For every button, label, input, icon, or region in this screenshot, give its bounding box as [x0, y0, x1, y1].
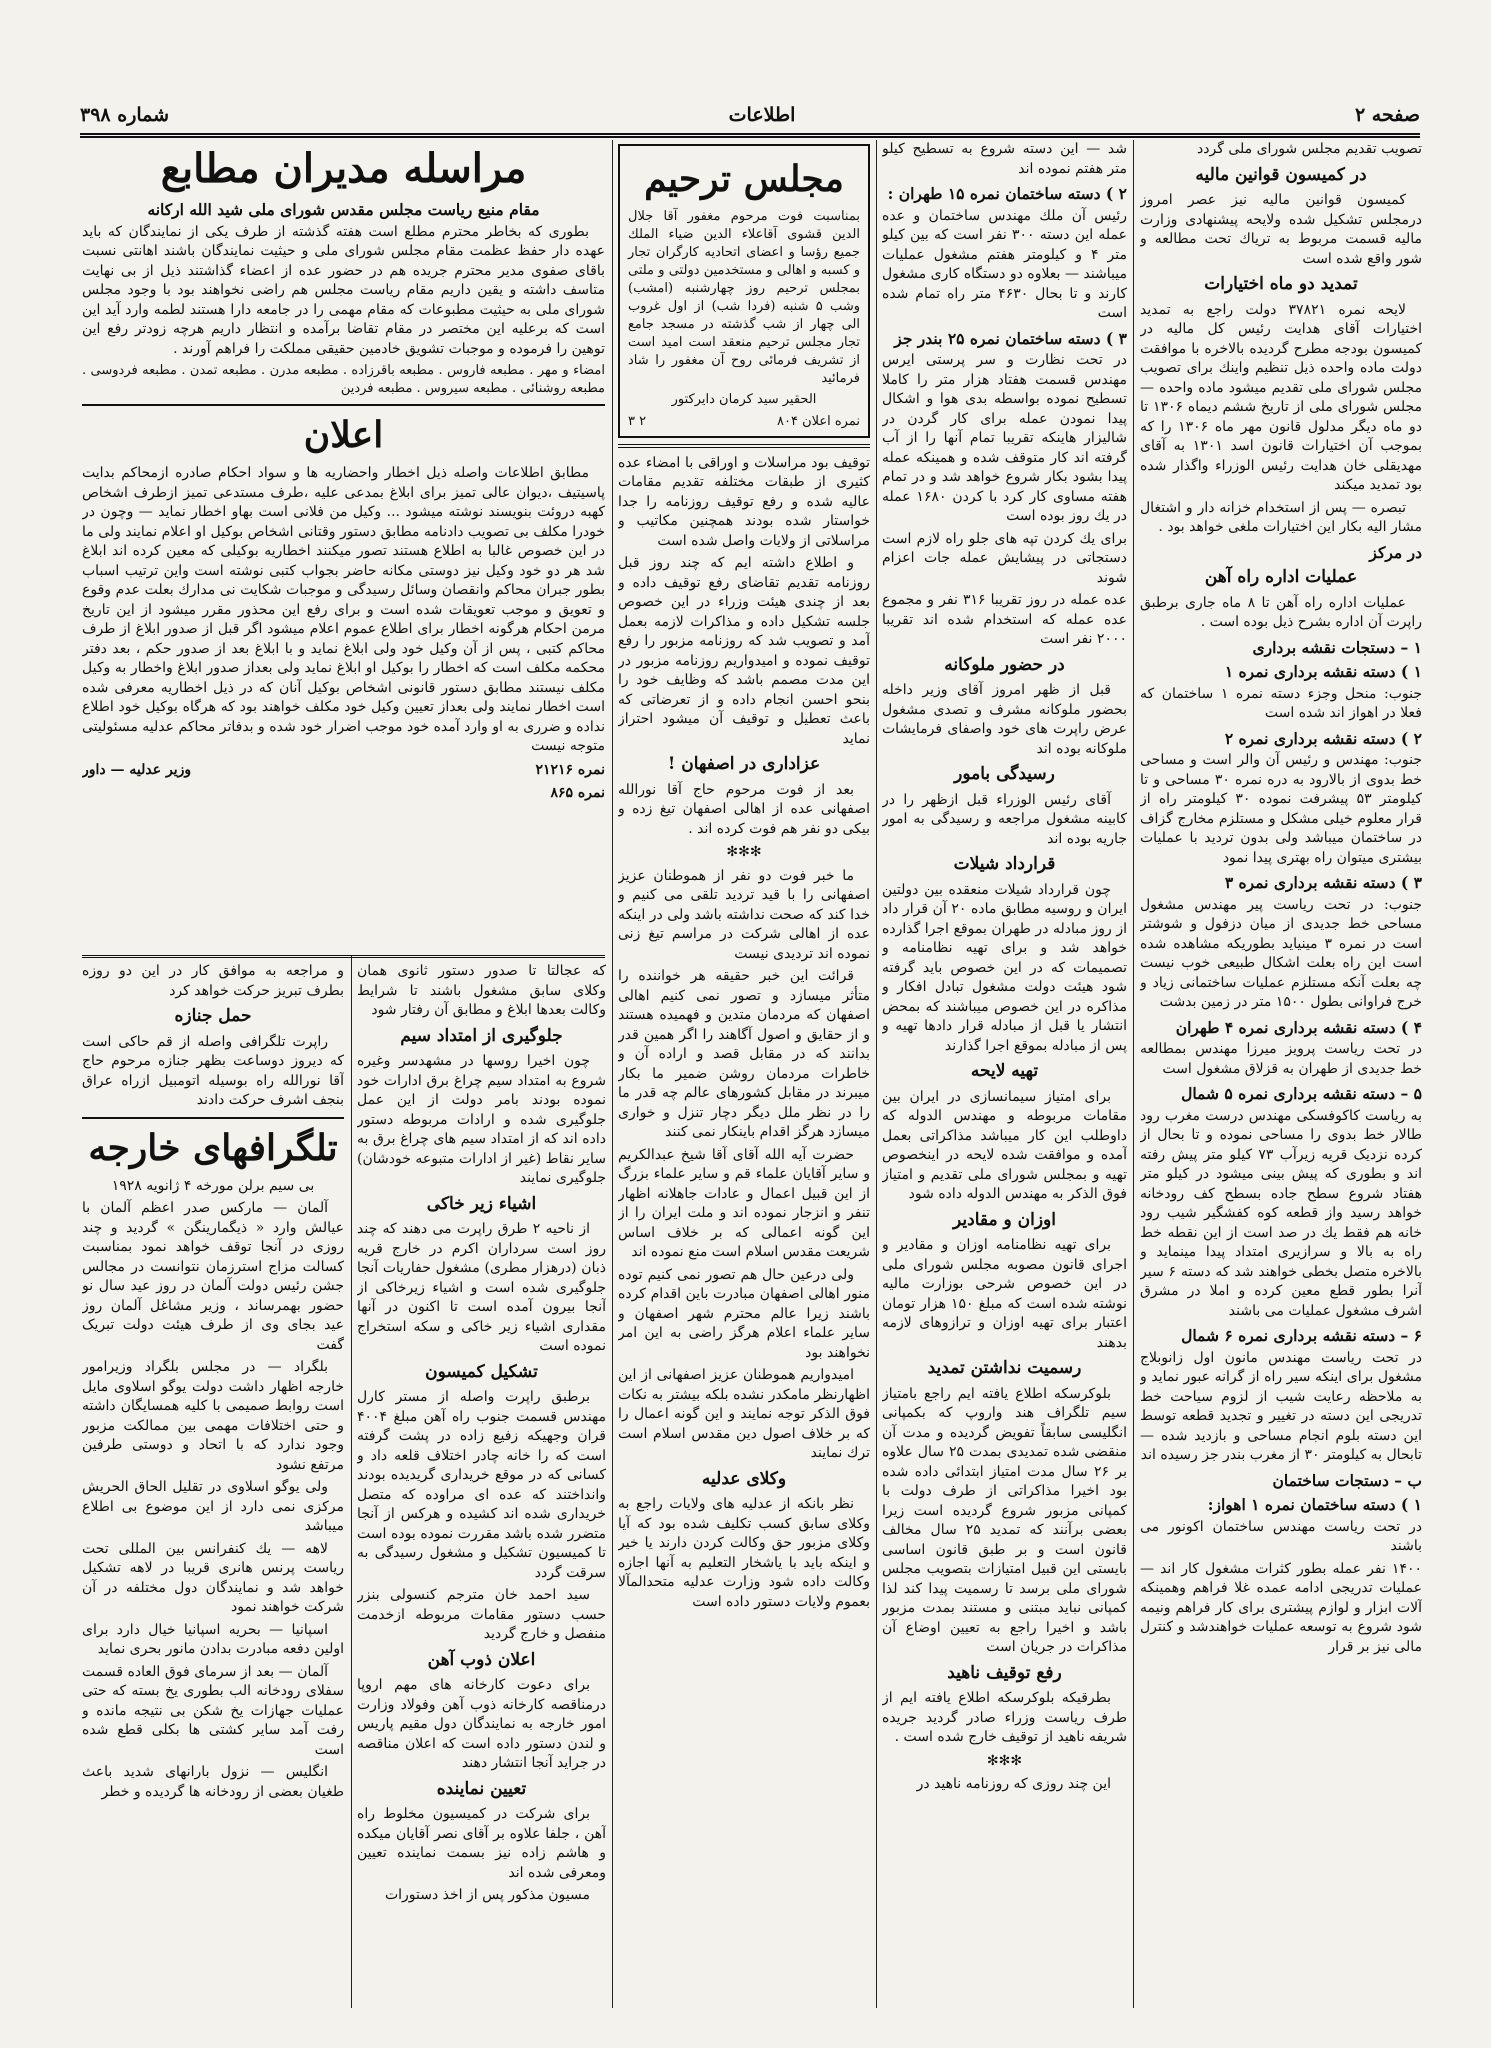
paragraph: برای امتیاز سیمانسازی در ایران بین مقامات مربوطه و مهندس الدوله که داوطلب این کار میباشد مذاکراتی بعمل آمده و موافقت شده لایحه در اینخصوص تهیه و بمجلس شورای ملی تقدیم و امتیاز فوق الذکر به مهندس الدوله داده شود: [882, 1088, 1127, 1202]
issue-number: شماره ۳۹۸: [80, 104, 170, 126]
heading: جلوگیری از امتداد سیم: [400, 1025, 563, 1046]
heading: ۶ – دسته نقشه برداری نمره ۶ شمال: [1181, 1326, 1422, 1345]
paragraph: نظر بانکه از عدلیه های ولایات راجع به وکلای سابق کسب تکلیف شده بود که آیا وکلای مزبور حق وکالت کردن دارند یا خیر و اینکه باید با یاشخار التعلیم به آنها اجازه وکالت داده شود وزارت عدلیه متحدالمآلا بعموم ولایات دستور داده است: [618, 1496, 870, 1610]
paragraph: و مراجعه به موافق کار در این دو روزه بطرف تبریز حرکت خواهد کرد: [82, 963, 344, 999]
paragraph: عده عمله در روز تقریبا ۳۱۶ نفر و مجموع عده عمله که استخدام شده اند تقریبا ۲۰۰۰ نفر است: [882, 592, 1127, 647]
paragraph: آلمان — مارکس صدر اعظم آلمان با عیالش وارد « ذیگمارینگن » گردید و چند روزی در آنجا توقف خواهد نمود بمناسبت کسالت مزاج استرزمان نتوانست در مجالس جشن رئیس دولت آلمان در روز عید سال نو حضور بهمرساند ، وزیر مشاغل آلمان روز عید بجای وی از طرف هیئت دولت تبریک گفت: [82, 1200, 344, 1353]
article-title: مراسله مدیران مطابع: [160, 145, 527, 192]
paragraph: بلگراد — در مجلس بلگراد وزیرامور خارجه اظهار داشت دولت یوگو اسلاوی مایل است روابط صمیمی با کلیه همسایگان داشته و حتی اختلافات مهمی بین ممالکت مزبور وجود ندارد که با اتحاد و دوستی طرفین مرتفع نشود: [82, 1359, 344, 1473]
heading: تعیین نماینده: [436, 1778, 527, 1799]
paragraph: در تحت ریاست مهندس ساختمان اکونور می باشند: [1140, 1518, 1422, 1554]
paragraph: آقای رئیس الوزراء قبل ازظهر را در کابینه مشغول مراجعه و رسیدگی به امور جاریه بوده اند: [882, 791, 1127, 847]
paragraph: برای تهیه نظامنامه اوزان و مقادیر و اجرای قانون مصوبه مجلس شورای ملی در این خصوص شرحی بوزارت مالیه نوشته شده است که مبلغ ۱۵۰ هزار تومان اعتبار برای تهیه اوزان و ترازوهای لازمه بدهند: [882, 1237, 1127, 1351]
separator-stars: ✻✻✻: [986, 1752, 1023, 1769]
dateline: بی سیم برلن مورخه ۴ ژانویه ۱۹۲۸: [111, 1177, 315, 1194]
paragraph: در تحت نظارت و سر پرستی ایرس مهندس قسمت هفتاد هزار متر را کاملا تسطیح نموده بواسطه بدی هوا و اشکال پیدا نمودن عمله برای کار گردن در شالیزار هاینکه تقریبا تمام آنها را از آب گرفته اند کار متوقف شده و همینکه عمله پیدا بشود بکار شروع خواهد شد و در تمام هفته مساوی کار کرد با کردن ۱۶۸۰ عمله در یك روز بوده است: [882, 352, 1127, 524]
separator-stars: ✻✻✻: [726, 844, 762, 860]
paragraph: اسپانیا — بحریه اسپانیا خیال دارد برای اولین دفعه مبادرت بدادن مانور بحری نماید: [82, 1621, 344, 1657]
paragraph: برای دعوت کارخانه های مهم اروپا درمناقصه کارخانه ذوب آهن وفولاد وزارت امور خارجه به نمایندگان دول مقیم پاریس و لندن دستور داده است که اعلان مناقصه در جراید آنجا انتشار دهند: [357, 1677, 606, 1771]
heading: ۱ ) دسته ساختمان نمره ۱ اهواز:: [1207, 1495, 1422, 1514]
paragraph: جنوب: منحل وجزء دسته نمره ۱ ساختمان که فعلا در اهواز اند شده است: [1140, 685, 1422, 721]
heading: عملیات اداره راه آهن: [1204, 567, 1358, 587]
heading: ۵ – دسته نقشه برداری نمره ۵ شمال: [1181, 1084, 1422, 1103]
heading: اعلان ذوب آهن: [427, 1649, 536, 1670]
column-2: [882, 140, 1127, 2008]
paragraph: جنوب: مهندس و رئیس آن والر است و مساحی خط بدوی از بالارود به دره نمره ۳۰ مساحی و تا کیلومتر ۵۳ پیشرفت نموده ۳۰ کیلومتر راه از قرار معلوم خیلی مشکل و مستلزم مخارج گزاف در ساختمان میباشد ولی بدون تردید با عملیات بیشتری میتوان راه بهتری پیدا نمود: [1140, 752, 1422, 866]
paragraph: کمیسون قوانین مالیه نیز عصر امروز درمجلس تشکیل شده ولایحه پیشنهادی وزارت مالیه قسمت مربوط به تریاك تحت مطالعه و شور واقع شده است: [1140, 192, 1422, 267]
page-header: [80, 98, 1420, 132]
heading: تهیه لایحه: [970, 1061, 1039, 1081]
paragraph: تصویب تقدیم مجلس شورای ملی گردد: [1197, 141, 1422, 157]
heading: ۳ ) دسته ساختمان نمره ۲۵ بندر جز: [894, 328, 1127, 348]
heading: اوزان و مقادیر: [953, 1209, 1056, 1230]
notice-title: اعلان: [303, 414, 384, 456]
paragraph: در تحت ریاست پرویز میرزا مهندس بمطالعه خط جدیدی از طهران به قزلاق مشغول است: [1140, 1041, 1422, 1077]
column-4: [82, 140, 605, 948]
heading: اشیاء زیر خاکی: [426, 1193, 537, 1214]
paragraph: امیدواریم هموطنان عزیز اصفهانی از این اظهارنظر مامکدر نشده بلکه بیشتر به نکات فوق الذکر توجه نمایند و این گونه اعمال را که بر خلاف اصول دین مقدس اسلام است ترك نمایند: [618, 1367, 870, 1461]
heading: ۴ ) دسته نقشه برداری نمره ۴ طهران: [1175, 1017, 1422, 1037]
heading: حمل جنازه: [174, 1006, 252, 1026]
column-6: [82, 962, 344, 2008]
paragraph: ۱۴۰۰ نفر عمله بطور کثرات مشغول کار اند — عملیات تدریجی ادامه عمده غلا فراهم وهمینکه آلات ابزار و لوازم پیشتری برای کار فراهم ونیمه شود شروع به توسعه عملیات خواهندشد و کنترل مالی نیز بر قرار: [1140, 1560, 1422, 1655]
paragraph: راپرت تلگرافی واصله از قم حاکی است که دیروز دوساعت بظهر جنازه مرحوم حاج آقا نورالله راه بوسیله اتومبیل ازراه عراق بنجف اشرف حرکت دادند: [82, 1033, 344, 1108]
heading: در حضور ملوکانه: [944, 654, 1065, 675]
paragraph: لاهه — یك کنفرانس بین المللی تحت ریاست پرنس هانری قریبا در لاهه تشکیل خواهد شد و نمایندگان دول مختلفه در آن شرکت خواهند نمود: [82, 1540, 344, 1615]
header-rule: [80, 133, 1420, 138]
heading: رسیدگی بامور: [954, 764, 1055, 784]
paragraph: چون اخیرا روسها در مشهدسر وغیره شروع به امتداد سیم چراغ برق ادارات خود نموده بودند بامر دولت از این عمل جلوگیری شده و ارادات مربوطه دستور داده اند که از امتداد سیم های چراغ برق به سایر نقاط (غیر از ادارات متبوعه خودشان) جلوگیری نمایند: [357, 1053, 606, 1186]
heading: تمدید دو ماه اختیارات: [1204, 274, 1358, 294]
heading: مقام منیع ریاست مجلس مقدس شورای ملی شید الله ارکانه: [147, 200, 540, 219]
notice-number: [628, 412, 860, 432]
paragraph: قرائت این خبر حقیقه هر خواننده را متأثر میسازد و تصور نمی کنیم اهالی اصفهان که مردمان متدین و فهمیده هستند و از حقایق و اصول آگاهند را اگر همین قدر بدانند که در مقابل قصد و اراده آن و خاطرات مردمان روشن ضمیر ما بکار میبرند در مقابل کشورهای عالم چه قدر ما را در نظر ملل دیگر دچار تنزل و خواری میسازد هرگز اقدام باینکار نمی کنند: [618, 968, 870, 1140]
paragraph: لایحه نمره ۳۷۸۲۱ دولت راجع به تمدید اختیارات آقای هدایت رئیس کل مالیه در کمیسون بودجه مطرح گردیده بالاخره با موافقت دولت ماده واحده ذیل تنظیم واینك برای تصویب مجلس شورای ملی تقدیم میشود ماده واحده — مجلس شورای ملی از تاریخ ششم دیماه ۱۳۰۶ تا دو ماه دیگر مدلول قانون مهر ماه ۱۳۰۶ را که بموجب آن اختیارات قانون اسد ۱۳۰۱ به آقای مهدیقلی خان هدایت رئیس الوزراء واگذار شده بود تمدید میکند: [1140, 301, 1422, 493]
heading: قرارداد شیلات: [953, 854, 1056, 874]
heading: تشکیل کمیسون: [425, 1361, 538, 1382]
notice-signature: [82, 761, 605, 781]
paragraph: برطبق راپرت واصله از مستر کارل مهندس قسمت جنوب راه آهن مبلغ ۴۰۰۴ قران وجهیکه زفیع زاده در پشت گرفته است که را خانه چادر اختلاف قلعه داد و کسانی که در موقع خریداری گریدیده بودند وانداختند که عده ای مراوده که متصل خریداری شده اند کشیده و هرکس از آنجا متضرر شده باشد مقررت نموده بوده است تا کمیسیون تشکیل و مشغول رسیدگی به سرقت گردد: [357, 1389, 606, 1581]
paragraph: ولی درعین حال هم تصور نمی کنیم توده منور اهالی اصفهان مبادرت باین اقدام کرده باشند زیرا عالم محترم شهر اصفهان و سایر علماء اعلام هرگز راضی به این امر نخواهند بود: [618, 1266, 870, 1361]
notice-signer: وزیر عدلیه — داور: [82, 761, 192, 778]
notice-signature-2: [82, 784, 605, 804]
notice-title: مجلس ترحیم: [644, 158, 844, 200]
paragraph: بلوکرسکه اطلاع یافته ایم راجع بامتیاز سیم تلگراف هند واروپ که بکمپانی انگلیسی سابقاً تفویض گردیده و مدت آن منقضی شده تمدیدی بمدت ۲۵ سال علاوه بر ۲۶ سال مدت امتیاز ابتدائی داده شده بود اخیرا مذاکراتی از طرف دولت با کمپانی مزبور شروع گردیده است زیرا بعضی برآنند که تمدید ۲۵ سال مخالف قانون است و بر طبق قانون اساسی بایستی این قبیل امتیازات بتصویب مجلس شورای ملی برسد تا رسمیت پیدا کند لذا کمپانی نباید مبتنی و مستند بمدت مزبور باشد و اخیرا راجع به تعیین اوضاع آن مذاکرات در جریان است: [882, 1385, 1127, 1655]
section-rule: [82, 1117, 344, 1119]
paragraph: که عجالتا تا صدور دستور ثانوی همان وکلای سابق مشغول باشند تا شرایط وکالت بعدها ابلاغ و مطابق آن رفتار شود: [357, 963, 606, 1018]
section-rule: [618, 444, 870, 448]
paragraph: مسیون مذکور پس از اخذ دستورات: [384, 1887, 590, 1903]
column-5: [357, 962, 606, 2008]
paragraph: از ناحیه ۲ طرق راپرت می دهند که چند روز است سرداران اکرم در خارج قریه ذبان (درهزار مطری) مشغول حفاریات آنجا جلوگیری شده است و اشیاء زیرخاکی از آنجا بیرون آمده است تا اکنون در آنها مقداری اشیاء زیر خاکی و سکه استخراج نموده است: [357, 1221, 606, 1354]
paragraph: جنوب: در تحت ریاست پیر مهندس مشغول مساحی خط جدیدی از میان دزفول و شوشتر است در نمره ۳ مینیاید بطوریکه مشاهده شده است این راه بعلت اشکال طبیعی خوب نیست چه بعلت آنکه مستلزم عملیات ساختمانی زیاد و خرج فراوانی بطول ۱۵۰۰ متر در زمین بدشت: [1140, 896, 1422, 1010]
paragraph: انگلیس — نزول بارانهای شدید باعث طغیان بعضی از رودخانه ها گردیده و خطر: [82, 1764, 344, 1800]
notice-number: نمره ۲۱۲۱۶: [535, 761, 605, 778]
column-rule: [1133, 140, 1134, 2008]
section-rule: [82, 955, 605, 958]
paragraph: به ریاست کاکوفسکی مهندس درست مغرب رود طالار خط بدوی را مساحی نموده و تا بحال از کرده نزدیک قریه زیرآب ۷۳ کیلو متر پیش رفته اند و بطوری که پیش بینی میشود در کیلو متر هفتاد شروع سطح جاده بسطح کف رودخانه خواهد رسید واز قطعه کوه کفشگیر شیب رود خانه هم فقط یك در صد است از این نقطه خط راه به بالا و سرازیری امتداد پیدا مینماید و بالاخره متصل بخطی خواهند شد که دسته ۶ سیر آنرا بطور قطع معین کرده و املا در مشرق اشرف مشغول عملیات می باشند: [1140, 1107, 1422, 1319]
notice-number-value: ۲ ۳: [628, 414, 647, 429]
section-title: تلگرافهای خارجه: [88, 1126, 338, 1169]
paragraph: ما خبر فوت دو نفر از هموطنان عزیز اصفهانی را با قید تردید تلقی می کنیم و خدا کند که صحت نداشته باشد ولی در اینکه عده از اهالی شرکت در مراسم تیغ زنی نموده اند تردیدی نیست: [618, 867, 870, 962]
column-rule: [612, 140, 613, 2008]
paragraph: برای شرکت در کمیسیون مخلوط راه آهن ، جلفا علاوه بر آقای نصر آقایان میکده و هاشم زاده نیز بسمت نماینده تعیین ومعرفی شده اند: [357, 1806, 606, 1881]
paragraph: بعد از فوت مرحوم حاج آقا نورالله اصفهانی عده از اهالی اصفهان تیغ زده و بیکی دو نفر هم فوت کرده اند .: [618, 781, 870, 837]
paragraph: آلمان — بعد از سرمای فوق العاده قسمت سفلای رودخانه الب بطوری یخ بسته که حتی عملیات جهازات یخ شکن بی نتیجه مانده و رفت آمد سایر کشتی ها بکلی قطع شده است: [82, 1663, 344, 1758]
notice-signer: الحقیر سید کرمان دایرکتور: [671, 392, 817, 407]
paragraph: این چند روزی که روزنامه ناهید در: [916, 1776, 1111, 1792]
heading: وکلای عدلیه: [701, 1468, 787, 1489]
paragraph: چون قرارداد شیلات منعقده بین دولتین ایران و روسیه مطابق ماده ۲۰ آن قرار داد از روز مبادله در طهران بموقع اجرا گذارده خواهد شد و برای تهیه نظامنامه و تصمیمات که در این خصوص باید گرفته شود هیئت دولت مشغول تبادل افکار و مذاکره در این خصوص میباشند که بمحض انتشار یا قبل از مبادله قرار دادها تهیه و پس از مبادله بموقع اجرا گذارند: [882, 881, 1127, 1054]
paragraph: حضرت آیه الله آقای آقا شیخ عبدالکریم و سایر آقایان علماء قم و سایر علماء بزرگ از این قبیل اعمال و عادات جاهلانه اظهار تنفر و انزجار نموده اند و ملت ایران را از این گونه اعمالی که بر خلاف اساس شریعت مقدس اسلام است منع نموده اند: [618, 1146, 870, 1260]
notice-body: بمناسبت فوت مرحوم مغفور آقا جلال الدین قشوی آقاعلاء الدین ضیاء الملك جمیع رؤسا و اعضای اتحادیه کارگران تجار و کسبه و اهالی و مستخدمین دولتی و ملتی بمجلس ترحیم روز چهارشنبه (امشب) وشب ۵ شنبه (فردا شب) از اول غروب الی چهار از شب گذشته در مسجد جامع تجار مجلس ترحیم منعقد است امید است از تشریف فرمائی روح آن مغفور را شاد فرمائید: [628, 209, 860, 386]
paragraph: رئیس آن ملك مهندس ساختمان و عده عمله این دسته ۳۰۰ نفر است که بین کیلو متر ۴ و کیلومتر هفتم مشغول عملیات میباشند — بعلاوه دو دستگاه کاری مشغول کارند و تا بحال ۴۶۳۰ متر راه تمام شده است: [882, 207, 1127, 321]
paragraph: سید احمد خان مترجم کنسولی بنزر حسب دستور مقامات مربوطه ازخدمت منفصل و خارج گردید: [357, 1587, 606, 1642]
column-rule: [876, 140, 877, 2008]
paragraph: قبل از ظهر امروز آقای وزیر داخله بحضور ملوکانه مشرف و تصدی مشغول عرض راپرت های خود واصفای فرمایشات ملوکانه بوده اند: [882, 682, 1127, 757]
column-3: [618, 140, 870, 2008]
paragraph: عملیات اداره راه آهن تا ۸ ماه جاری برطبق راپرت آن اداره بشرح ذیل بوده است .: [1140, 594, 1422, 630]
paragraph: در تحت ریاست مهندس مانون اول زانوبلاج مشغول برای اینکه سیر راه از گرانه عبور نماید و به ملاحظه رعایت شیب از لزوم سیاحت خط تدریجی این دسته در تغییر و تجدید قطعه توسط این دسته بلوم انجام مساحی و بازدید شده — تابحال به کیلومتر ۳۰ از مغرب بندر جز رسیده اند: [1140, 1349, 1422, 1463]
page-number: صفحه ۲: [1354, 104, 1420, 126]
heading: ب – دستجات ساختمان: [1272, 1470, 1422, 1490]
heading: ۱ – دستجات نقشه برداری: [1252, 637, 1422, 657]
heading: ۱ ) دسته نقشه برداری نمره ۱: [1224, 662, 1422, 681]
heading: در کمیسون قوانین مالیه: [1195, 164, 1367, 185]
heading: در مرکز: [1369, 542, 1422, 562]
paragraph: شد — این دسته شروع به تسطیح کیلو متر هفتم نموده اند: [882, 141, 1127, 177]
column-rule: [351, 955, 352, 2008]
paragraph: برای یك کردن تپه های جلو راه لازم است دستجاتی در پیشایش عمله جات اعزام شوند: [882, 530, 1127, 586]
notice-number-label: نمره اعلان ۸۰۴: [776, 414, 860, 429]
paragraph: مطابق اطلاعات واصله ذیل اخطار واحضاریه ها و سواد احکام صادره ازمحاکم بدایت پاسیتیف ،دیوان عالی تمیز برای ابلاغ بمدعی علیه ،طرف مستدعی تمیز ازطرف اشخاص کهبه دروئت بنویسند نوشته میشود ... وکیل من فلانی است بهاو اخطار نماید — وچون در خودرا مکلف بی تصویب دادنامه مطابق دستور وقتانی اشخاص بوکیل او اعلام نمایند ولی ما در این خصوص غالبا به اطلاع هستند تصور میکنند اخطاریه بوکیلی که معین کرده اند ابلاغ شد هر دو خود وکیل نیز دوستی مکانه حاضر بجواب کتبی نوشته است واین ترتیب اسباب بطور جبران محاکم وانقصان وسائل رسیدگی و موجبات شکایت نی مدارك بعلت عدم وقوع و تعویق و موجب تعویقات شده است و برای رفع این محذور مقرر میشود از این تاریخ مرمن احکام هرگونه اخطار برای اطلاع عموم اعلام میشود اگر قبل از صدور ابلاغ از طرف محاکم کتبی ، پس از آن وکیل خود ولی ابلاغ نماید و با ابلاغ بعد از صدور حکم ، بعد دفتر محکمه مکلف است که اخطار را بوکیل او ابلاغ نماید ولی بعداز صدور ابلاغ واخطار به وکیل مکلف نیستند مطابق دستور قانونی اشخاص بوکیل آنان که در ذیل اخطاریه معرفی شده است اخطار نمایند ولی بعداز تعیین وکیل خود مکلف خواهند بود که هرگاه بوکیل خود اطلاع نداده و ضرری به او وارد آمده خود موجب اضرار خود شده و بدفاتر محاکم عدلیه مسئولیتی متوجه نیست: [82, 465, 605, 754]
heading: ۲ ) دسته ساختمان نمره ۱۵ طهران :: [887, 184, 1127, 203]
paragraph: بطوری که بخاطر محترم مطلع است هفته گذشته از طرف یکی از نمایندگان که باید عهده دار حفظ عظمت مقام مجلس شورای ملی و حیثیت نمایندگان باشند اهانتی نسبت باقای صفوی مدیر محترم جریده هم در حضور عده از اعضاء گذاشتند ذیل از بی نهایت متاسف داشته و یقین داریم مقام ریاست مجلس هم راضی نخواهند بود با وجود مجلس شورای ملی به حیثیت مطبوعات که مقام مهمی را در جامعه دارا هستند لطمه وارد آید این است که برعلیه این مختصر در مقام تقاضا برآمده و انتظار داریم هرچه زودتر رفع این توهین را فرموده و موجبات تشویق خادمین حقیقی مملکت را فراهم آورند .: [82, 223, 605, 357]
paragraph: تبصره — پس از استخدام خزانه دار و اشتغال مشار الیه بکار این اختیارات ملغی خواهد بود .: [1140, 499, 1422, 535]
paragraph: بطرقیکه بلوکرسکه اطلاع یافته ایم از طرف ریاست وزراء صادر گردید جریده شریفه ناهید از توقیف خارج شده است .: [882, 1690, 1127, 1745]
paragraph: توقیف بود مراسلات و اوراقی با امضاء عده کثیری از طبقات مختلفه تقدیم مقامات عالیه شده و رفع توقیف روزنامه را جدا خواستار شده بودند همچنین مکاتیب و مراسلاتی از ولایات واصل شده است: [618, 454, 870, 549]
section-rule: [82, 404, 605, 406]
heading: عزاداری در اصفهان !: [667, 754, 821, 774]
heading: ۳ ) دسته نقشه برداری نمره ۳: [1224, 873, 1422, 892]
newspaper-name: اطلاعات: [728, 104, 796, 126]
signers: امضاء و مهر . مطبعه فاروس . مطبعه باقرزاده . مطبعه مدرن . مطبعه تمدن . مطبعه فردوسی . مطبعه روشنائی . مطبعه سیروس . مطبعه فردین: [82, 363, 605, 396]
column-1: [1140, 140, 1422, 2008]
paragraph: ولی یوگو اسلاوی در تقلیل الحاق الحریش مرکزی نمی دارد از این موضوع بی اطلاع میباشد: [82, 1479, 344, 1534]
memorial-notice: [618, 144, 870, 438]
heading: رسمیت نداشتن تمدید: [927, 1358, 1082, 1378]
paragraph: و اطلاع داشته ایم که چند روز قبل روزنامه تقدیم تقاضای رفع توقیف داده و بعد از چندی هیئت وزراء در این خصوص جلسه تشکیل داده و مذاکرات لازمه بعمل آمد و تصویب شد که روزنامه مزبور را رفع توقیف نموده و امیدواریم روزنامه مزبور در این مدت مصمم باشد که وظایف خود را بنحو احسن انجام داده و از تعرضاتی که باعث تعطیل و توقیف آن میشود احتراز نماید: [618, 555, 870, 747]
notice-number-2: نمره ۸۶۵: [550, 785, 605, 801]
heading: رفع توقیف ناهید: [947, 1662, 1062, 1683]
heading: ۲ ) دسته نقشه برداری نمره ۲: [1224, 728, 1422, 748]
